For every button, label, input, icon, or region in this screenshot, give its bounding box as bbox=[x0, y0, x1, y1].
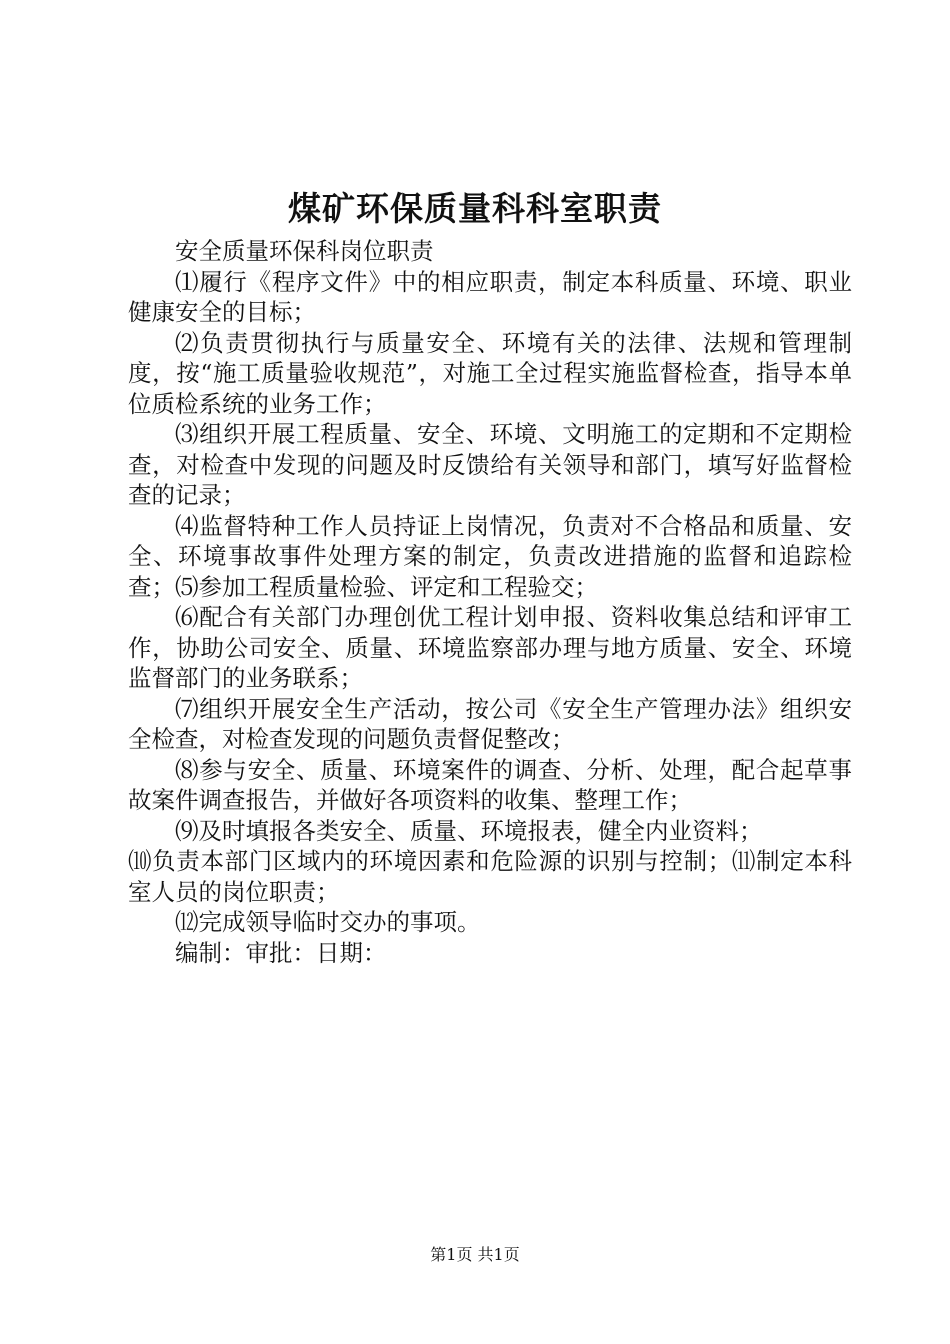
paragraph-duty-10-11: ⑽负责本部门区域内的环境因素和危险源的识别与控制；⑾制定本科室人员的岗位职责； bbox=[128, 847, 852, 906]
paragraph-duty-8: ⑻参与安全、质量、环境案件的调查、分析、处理，配合起草事故案件调查报告，并做好各项资料的收集、整理工作； bbox=[128, 755, 852, 814]
paragraph-duty-7: ⑺组织开展安全生产活动，按公司《安全生产管理办法》组织安全检查，对检查发现的问题负责督促整改； bbox=[128, 694, 852, 753]
paragraph-duty-6: ⑹配合有关部门办理创优工程计划申报、资料收集总结和评审工作，协助公司安全、质量、环境监察部办理与地方质量、安全、环境监督部门的业务联系； bbox=[128, 603, 852, 692]
paragraph-duty-4-5: ⑷监督特种工作人员持证上岗情况，负责对不合格品和质量、安全、环境事故事件处理方案的制定，负责改进措施的监督和追踪检查；⑸参加工程质量检验、评定和工程验交； bbox=[128, 511, 852, 601]
paragraph-signoff: 编制：审批：日期： bbox=[175, 938, 387, 967]
paragraph-heading: 安全质量环保科岗位职责 bbox=[175, 237, 434, 265]
paragraph-duty-3: ⑶组织开展工程质量、安全、环境、文明施工的定期和不定期检查，对检查中发现的问题及时反馈给有关领导和部门，填写好监督检查的记录； bbox=[128, 420, 852, 509]
paragraph-duty-12: ⑿完成领导临时交办的事项。 bbox=[175, 908, 481, 936]
paragraph-duty-9: ⑼及时填报各类安全、质量、环境报表，健全内业资料； bbox=[175, 816, 763, 845]
page-footer: 第1页 共1页 bbox=[430, 1245, 520, 1264]
page-title: 煤矿环保质量科科室职责 bbox=[288, 189, 662, 228]
paragraph-duty-2: ⑵负责贯彻执行与质量安全、环境有关的法律、法规和管理制度，按“施工质量验收规范”，对施工全过程实施监督检查，指导本单位质检系统的业务工作； bbox=[128, 328, 852, 418]
paragraph-duty-1: ⑴履行《程序文件》中的相应职责，制定本科质量、环境、职业健康安全的目标； bbox=[128, 267, 852, 326]
document-body bbox=[128, 236, 852, 968]
